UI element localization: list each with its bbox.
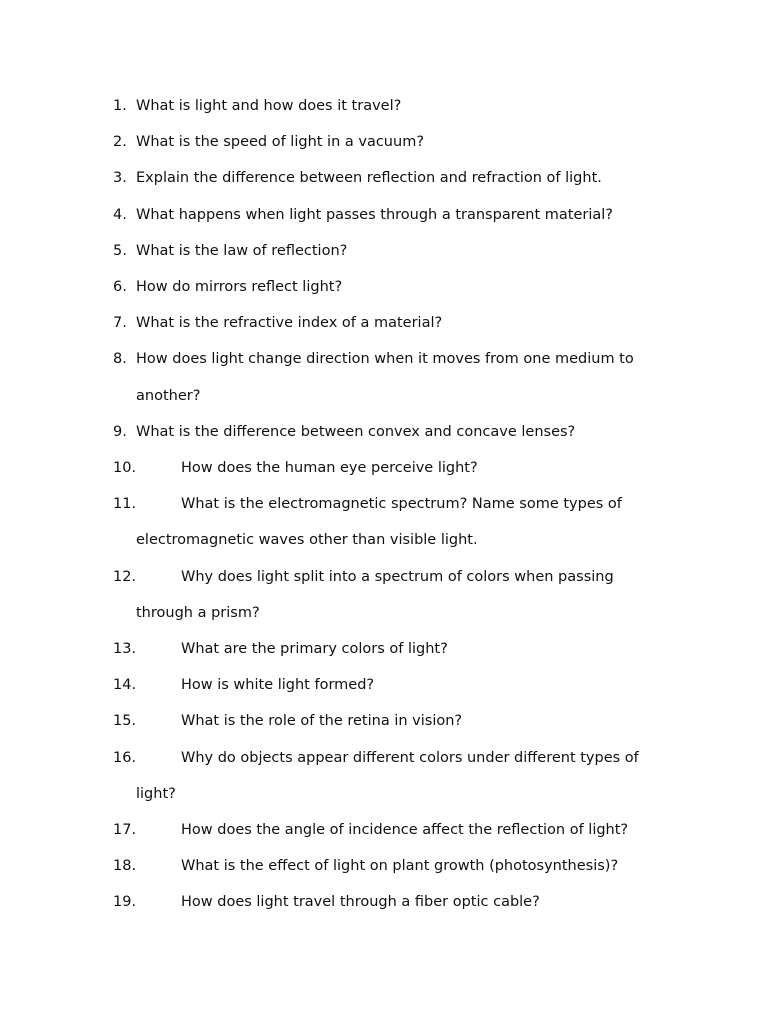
list-item (113, 269, 673, 305)
list-item (113, 414, 673, 450)
question-text: Explain the difference between reflection and refraction of light. (136, 170, 602, 187)
list-item (113, 667, 673, 703)
question-text: What is the speed of light in a vacuum? (136, 134, 425, 151)
list-item (113, 848, 673, 884)
question-text: How does light change direction when it moves from one medium to (136, 351, 634, 368)
question-number: 19. (113, 894, 137, 911)
question-number: 8. (113, 351, 127, 368)
question-text: How does the angle of incidence affect the reflection of light? (181, 822, 629, 839)
list-item (113, 124, 673, 160)
question-number: 1. (113, 98, 127, 114)
question-number: 11. (113, 496, 137, 513)
question-text: What happens when light passes through a transparent material? (136, 206, 613, 223)
list-item (113, 486, 673, 558)
question-text-continuation: light? (136, 785, 176, 802)
question-number: 6. (113, 279, 127, 296)
list-item (113, 703, 673, 739)
question-text: How do mirrors reflect light? (136, 279, 343, 296)
question-number: 18. (113, 858, 137, 875)
question-text: How does light travel through a fiber optic cable? (181, 894, 540, 911)
question-list (113, 88, 673, 921)
question-number: 17. (113, 822, 137, 839)
list-item (113, 197, 673, 233)
question-text-continuation: another? (136, 387, 201, 404)
question-text: Why does light split into a spectrum of colors when passing (181, 568, 614, 585)
question-text: Why do objects appear different colors under different types of (181, 749, 639, 766)
list-item (113, 631, 673, 667)
list-item (113, 559, 673, 631)
question-number: 16. (113, 749, 137, 766)
question-text: What is the difference between convex and concave lenses? (136, 423, 576, 440)
question-text: What is the law of reflection? (136, 242, 348, 259)
question-text: What is the refractive index of a material? (136, 315, 443, 332)
list-item (113, 88, 673, 124)
list-item (113, 341, 673, 413)
question-text: What is the electromagnetic spectrum? Name some types of (181, 496, 622, 513)
question-number: 3. (113, 170, 127, 187)
question-number: 15. (113, 713, 137, 730)
question-number: 5. (113, 242, 127, 259)
list-item (113, 233, 673, 269)
list-item (113, 740, 673, 812)
question-text-continuation: electromagnetic waves other than visible light. (136, 532, 478, 549)
question-number: 14. (113, 677, 137, 694)
list-item (113, 450, 673, 486)
question-number: 4. (113, 206, 127, 223)
question-number: 10. (113, 460, 137, 477)
question-text: What is light and how does it travel? (136, 98, 402, 114)
list-item (113, 884, 673, 920)
question-text: What is the effect of light on plant growth (photosynthesis)? (181, 858, 619, 875)
question-number: 2. (113, 134, 127, 151)
question-number: 7. (113, 315, 127, 332)
question-number: 12. (113, 568, 137, 585)
question-number: 9. (113, 423, 127, 440)
question-text: What is the role of the retina in vision? (181, 713, 463, 730)
question-number: 13. (113, 641, 137, 658)
list-item (113, 305, 673, 341)
question-text: How does the human eye perceive light? (181, 460, 478, 477)
list-item (113, 160, 673, 196)
question-text-continuation: through a prism? (136, 604, 260, 621)
list-item (113, 812, 673, 848)
question-text: How is white light formed? (181, 677, 375, 694)
question-text: What are the primary colors of light? (181, 641, 448, 658)
